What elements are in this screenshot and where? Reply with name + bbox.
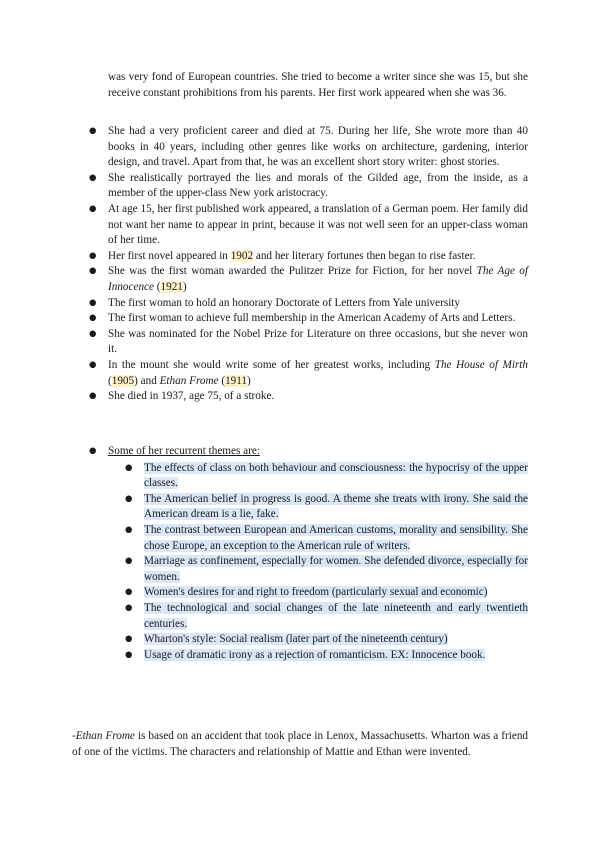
list-item: ● She was nominated for the Nobel Prize for Literature on three occasions, but she never won it. bbox=[108, 327, 528, 358]
text-run: In the mount she would write some of her greatest works, including bbox=[108, 358, 435, 371]
list-item: ● She had a very proficient career and died at 75. During her life, She wrote more than 40 books in 40 years, including other genres like works on architecture, gardening, interior design, and travel. Apart from that, he was an excellent short story writer: ghost stories. bbox=[108, 124, 528, 171]
text-run: is based on an accident that took place in Lenox, Massachusetts. Wharton was a friend of one of the victims. The characters and relationship of Mattie and Ethan were invented. bbox=[72, 730, 529, 758]
themes-section bbox=[108, 444, 528, 663]
book-title: Ethan Frome bbox=[75, 730, 135, 742]
year-highlight: 1905 bbox=[111, 374, 135, 387]
theme-item bbox=[144, 632, 528, 648]
list-item: ● The first woman to achieve full membership in the American Academy of Arts and Letters. bbox=[108, 311, 528, 327]
theme-item bbox=[144, 585, 528, 601]
text-run: ) bbox=[247, 374, 251, 387]
list-item bbox=[108, 358, 528, 389]
themes-list bbox=[144, 461, 528, 664]
intro-paragraph: was very fond of European countries. She tried to become a writer since she was 15, but she receive constant prohibitions from his parents. Her first work appeared when she was 36. bbox=[108, 71, 528, 99]
theme-item bbox=[144, 492, 528, 523]
text-run: ( bbox=[218, 374, 226, 387]
text-run: ( bbox=[153, 280, 161, 293]
theme-text: The contrast between European and American customs, morality and sensibility. She chose Europe, an exception to the American rule of writers. bbox=[144, 523, 528, 552]
list-item: ● The first woman to hold an honorary Doctorate of Letters from Yale university bbox=[108, 296, 528, 312]
theme-text: Usage of dramatic irony as a rejection of romanticism. EX: Innocence book. bbox=[144, 648, 486, 661]
list-item: ● At age 15, her first published work appeared, a translation of a German poem. Her family did not want her name to appear in print, because it was not well seen for an upper-class woman of her time. bbox=[108, 202, 528, 249]
year-highlight: 1911 bbox=[225, 374, 248, 387]
theme-text: Marriage as confinement, especially for women. She defended divorce, especially for women. bbox=[144, 555, 528, 583]
theme-text: The effects of class on both behaviour and consciousness: the hypocrisy of the upper classes. bbox=[144, 461, 528, 490]
theme-item bbox=[144, 648, 528, 664]
biography-list bbox=[108, 124, 528, 405]
themes-heading: ● Some of her recurrent themes are: bbox=[108, 444, 528, 460]
text-run: She was the first woman awarded the Pulitzer Prize for Fiction, for her novel bbox=[108, 265, 477, 278]
text-run: ) bbox=[182, 280, 187, 293]
ethan-frome-paragraph bbox=[72, 729, 528, 760]
theme-item bbox=[144, 554, 528, 585]
list-item bbox=[108, 264, 528, 295]
year-highlight: 1921 bbox=[160, 280, 183, 293]
book-title: The Age of Innocence bbox=[108, 265, 528, 293]
theme-item bbox=[144, 601, 528, 632]
theme-text: The American belief in progress is good. A theme she treats with irony. She said the American dream is a lie, fake. bbox=[144, 492, 528, 521]
text-run: ( bbox=[108, 374, 112, 387]
year-highlight: 1902 bbox=[230, 249, 254, 262]
text-run: - bbox=[72, 730, 76, 742]
text-run: Her first novel appeared in bbox=[108, 249, 231, 262]
theme-item bbox=[144, 461, 528, 492]
theme-text: Wharton's style: Social realism (later part of the nineteenth century) bbox=[144, 633, 448, 646]
list-item: ● She realistically portrayed the lies and morals of the Gilded age, from the inside, as a member of the upper-class New york aristocracy. bbox=[108, 171, 528, 202]
text-run: ) and bbox=[134, 374, 160, 387]
list-item: ● She died in 1937, age 75, of a stroke. bbox=[108, 389, 528, 405]
theme-text: Women's desires for and right to freedom (particularly sexual and economic) bbox=[144, 586, 488, 599]
theme-text: The technological and social changes of the late nineteenth and early twentieth centuries. bbox=[144, 601, 528, 630]
text-run: and her literary fortunes then began to rise faster. bbox=[253, 249, 476, 262]
book-title: The House of Mirth bbox=[434, 358, 528, 371]
book-title: Ethan Frome bbox=[159, 374, 219, 387]
list-item bbox=[108, 249, 528, 265]
theme-item bbox=[144, 523, 528, 554]
